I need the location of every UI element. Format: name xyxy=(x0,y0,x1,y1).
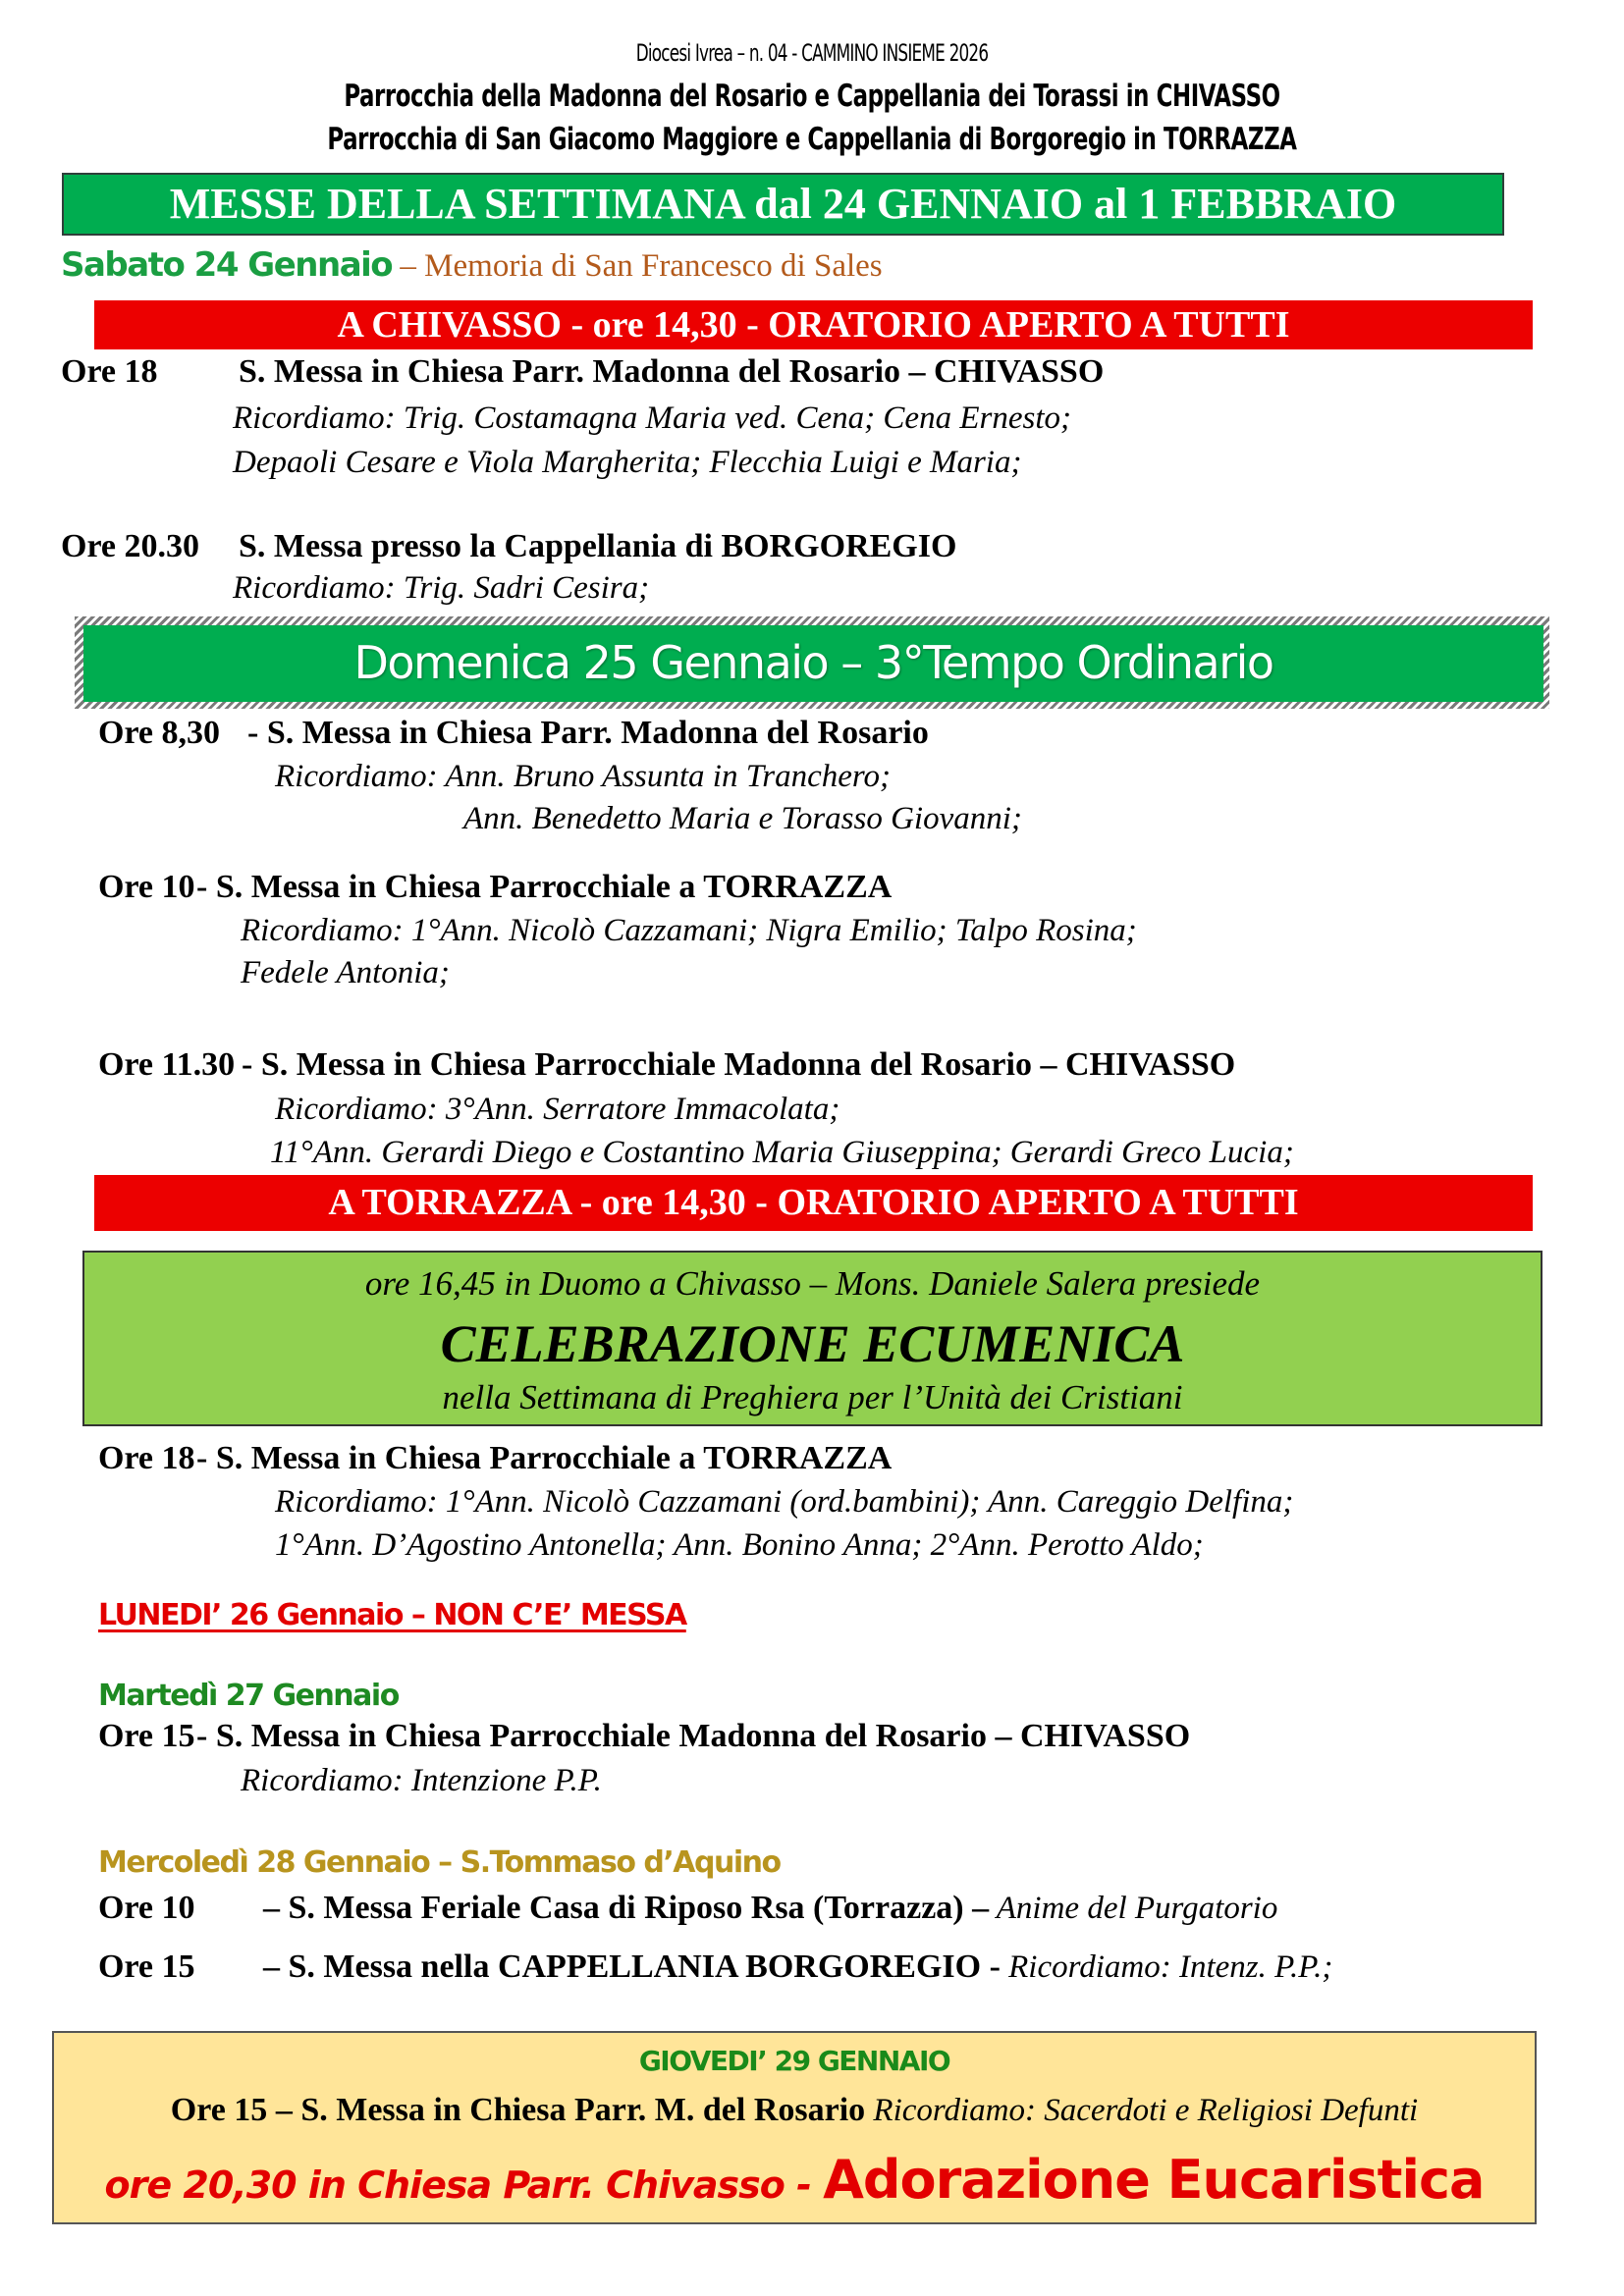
parish-line-torrazza: Parrocchia di San Giacomo Maggiore e Cappellania di Borgoregio in TORRAZZA xyxy=(327,122,1297,157)
mass-desc: S. Messa in Chiesa Parr. Madonna del Rosario – CHIVASSO xyxy=(239,353,1105,390)
ecumenical-box xyxy=(82,1251,1543,1426)
mass-line xyxy=(263,1949,1332,1986)
mass-desc: - S. Messa in Chiesa Parrocchiale Madonna del Rosario – CHIVASSO xyxy=(196,1718,1191,1754)
parish-line-chivasso: Parrocchia della Madonna del Rosario e Cappellania dei Torassi in CHIVASSO xyxy=(344,79,1280,114)
mass-note: Ricordiamo: Sacerdoti e Religiosi Defunti xyxy=(865,2093,1419,2128)
thursday-box xyxy=(52,2031,1537,2224)
mass-desc: – S. Messa in Chiesa Parr. M. del Rosario xyxy=(267,2092,866,2128)
ecumenical-subtitle: nella Settimana di Preghiera per l’Unità dei Cristiani xyxy=(442,1378,1183,1416)
mass-note: Ricordiamo: Intenzione P.P. xyxy=(241,1763,602,1798)
week-banner xyxy=(62,173,1504,236)
oratorio-torrazza-band xyxy=(94,1175,1533,1231)
adoration-line xyxy=(54,2149,1535,2211)
ecumenical-time-place: ore 16,45 in Duomo a Chivasso – Mons. Daniele Salera presiede xyxy=(364,1264,1261,1303)
mass-time: Ore 15 xyxy=(98,1718,195,1754)
mass-note: Fedele Antonia; xyxy=(241,955,450,990)
mass-desc: - S. Messa in Chiesa Parr. Madonna del Rosario xyxy=(247,715,929,751)
issue-line: Diocesi Ivrea – n. 04 - CAMMINO INSIEME 2026 xyxy=(635,39,989,67)
ecumenical-title: CELEBRAZIONE ECUMENICA xyxy=(440,1314,1185,1373)
mass-note: 1°Ann. D’Agostino Antonella; Ann. Bonino Anna; 2°Ann. Perotto Aldo; xyxy=(275,1527,1204,1563)
mass-desc: - S. Messa in Chiesa Parrocchiale a TORRAZZA xyxy=(196,869,893,905)
saturday-day: Sabato 24 Gennaio xyxy=(61,245,393,285)
mass-desc: - S. Messa in Chiesa Parrocchiale Madonna del Rosario – CHIVASSO xyxy=(242,1046,1236,1083)
sunday-title: Domenica 25 Gennaio – 3°Tempo Ordinario xyxy=(83,625,1543,702)
oratorio-torrazza-text: A TORRAZZA - ore 14,30 - ORATORIO APERTO A TUTTI xyxy=(328,1182,1299,1223)
oratorio-chivasso-band xyxy=(94,300,1533,349)
mass-note: Ann. Benedetto Maria e Torasso Giovanni; xyxy=(463,801,1022,836)
mass-note: Ricordiamo: Trig. Sadri Cesira; xyxy=(233,570,650,606)
mass-time: Ore 18 xyxy=(61,353,158,390)
mass-note: Ricordiamo: 3°Ann. Serratore Immacolata; xyxy=(275,1092,840,1127)
mass-note: Ricordiamo: 1°Ann. Nicolò Cazzamani (ord.bambini); Ann. Careggio Delfina; xyxy=(275,1484,1294,1520)
mass-time: Ore 18 xyxy=(98,1440,195,1476)
thursday-mass-line xyxy=(54,2092,1535,2129)
saturday-heading xyxy=(61,245,883,285)
mass-time: Ore 15 xyxy=(170,2092,268,2128)
mass-desc: S. Messa presso la Cappellania di BORGOREGIO xyxy=(239,528,957,564)
tuesday-heading: Martedì 27 Gennaio xyxy=(98,1679,399,1713)
monday-heading: LUNEDI’ 26 Gennaio – NON C’E’ MESSA xyxy=(98,1598,686,1632)
mass-note: Ricordiamo: Trig. Costamagna Maria ved. Cena; Cena Ernesto; xyxy=(233,400,1071,436)
adoration-title: Adorazione Eucaristica xyxy=(823,2149,1485,2211)
mass-time: Ore 10 xyxy=(98,1890,195,1926)
mass-time: Ore 11.30 xyxy=(98,1046,236,1083)
saturday-memorial: – Memoria di San Francesco di Sales xyxy=(392,248,883,284)
thursday-heading: GIOVEDI’ 29 GENNAIO xyxy=(638,2045,950,2077)
mass-note: Ricordiamo: Intenz. P.P.; xyxy=(1000,1949,1333,1985)
mass-time: Ore 15 xyxy=(98,1949,195,1985)
mass-note: Anime del Purgatorio xyxy=(989,1891,1278,1926)
wednesday-heading: Mercoledì 28 Gennaio – S.Tommaso d’Aquino xyxy=(98,1845,781,1880)
oratorio-chivasso-text: A CHIVASSO - ore 14,30 - ORATORIO APERTO A TUTTI xyxy=(337,304,1290,346)
adoration-prefix: ore 20,30 in Chiesa Parr. Chivasso - xyxy=(104,2163,824,2207)
mass-note: 11°Ann. Gerardi Diego e Costantino Maria Giuseppina; Gerardi Greco Lucia; xyxy=(270,1135,1294,1170)
mass-time: Ore 10 xyxy=(98,869,195,905)
mass-line xyxy=(263,1890,1277,1927)
mass-desc: – S. Messa Feriale Casa di Riposo Rsa (Torrazza) – xyxy=(263,1890,990,1926)
mass-time: Ore 8,30 xyxy=(98,715,221,751)
mass-time: Ore 20.30 xyxy=(61,528,200,564)
sunday-banner xyxy=(75,616,1549,709)
mass-desc: – S. Messa nella CAPPELLANIA BORGOREGIO - xyxy=(263,1949,1001,1985)
mass-note: Ricordiamo: Ann. Bruno Assunta in Tranchero; xyxy=(275,759,891,794)
mass-desc: - S. Messa in Chiesa Parrocchiale a TORRAZZA xyxy=(196,1440,893,1476)
mass-note: Ricordiamo: 1°Ann. Nicolò Cazzamani; Nigra Emilio; Talpo Rosina; xyxy=(241,913,1137,948)
mass-note: Depaoli Cesare e Viola Margherita; Flecchia Luigi e Maria; xyxy=(233,445,1022,480)
week-banner-title: MESSE DELLA SETTIMANA dal 24 GENNAIO al 1 FEBBRAIO xyxy=(169,180,1397,228)
